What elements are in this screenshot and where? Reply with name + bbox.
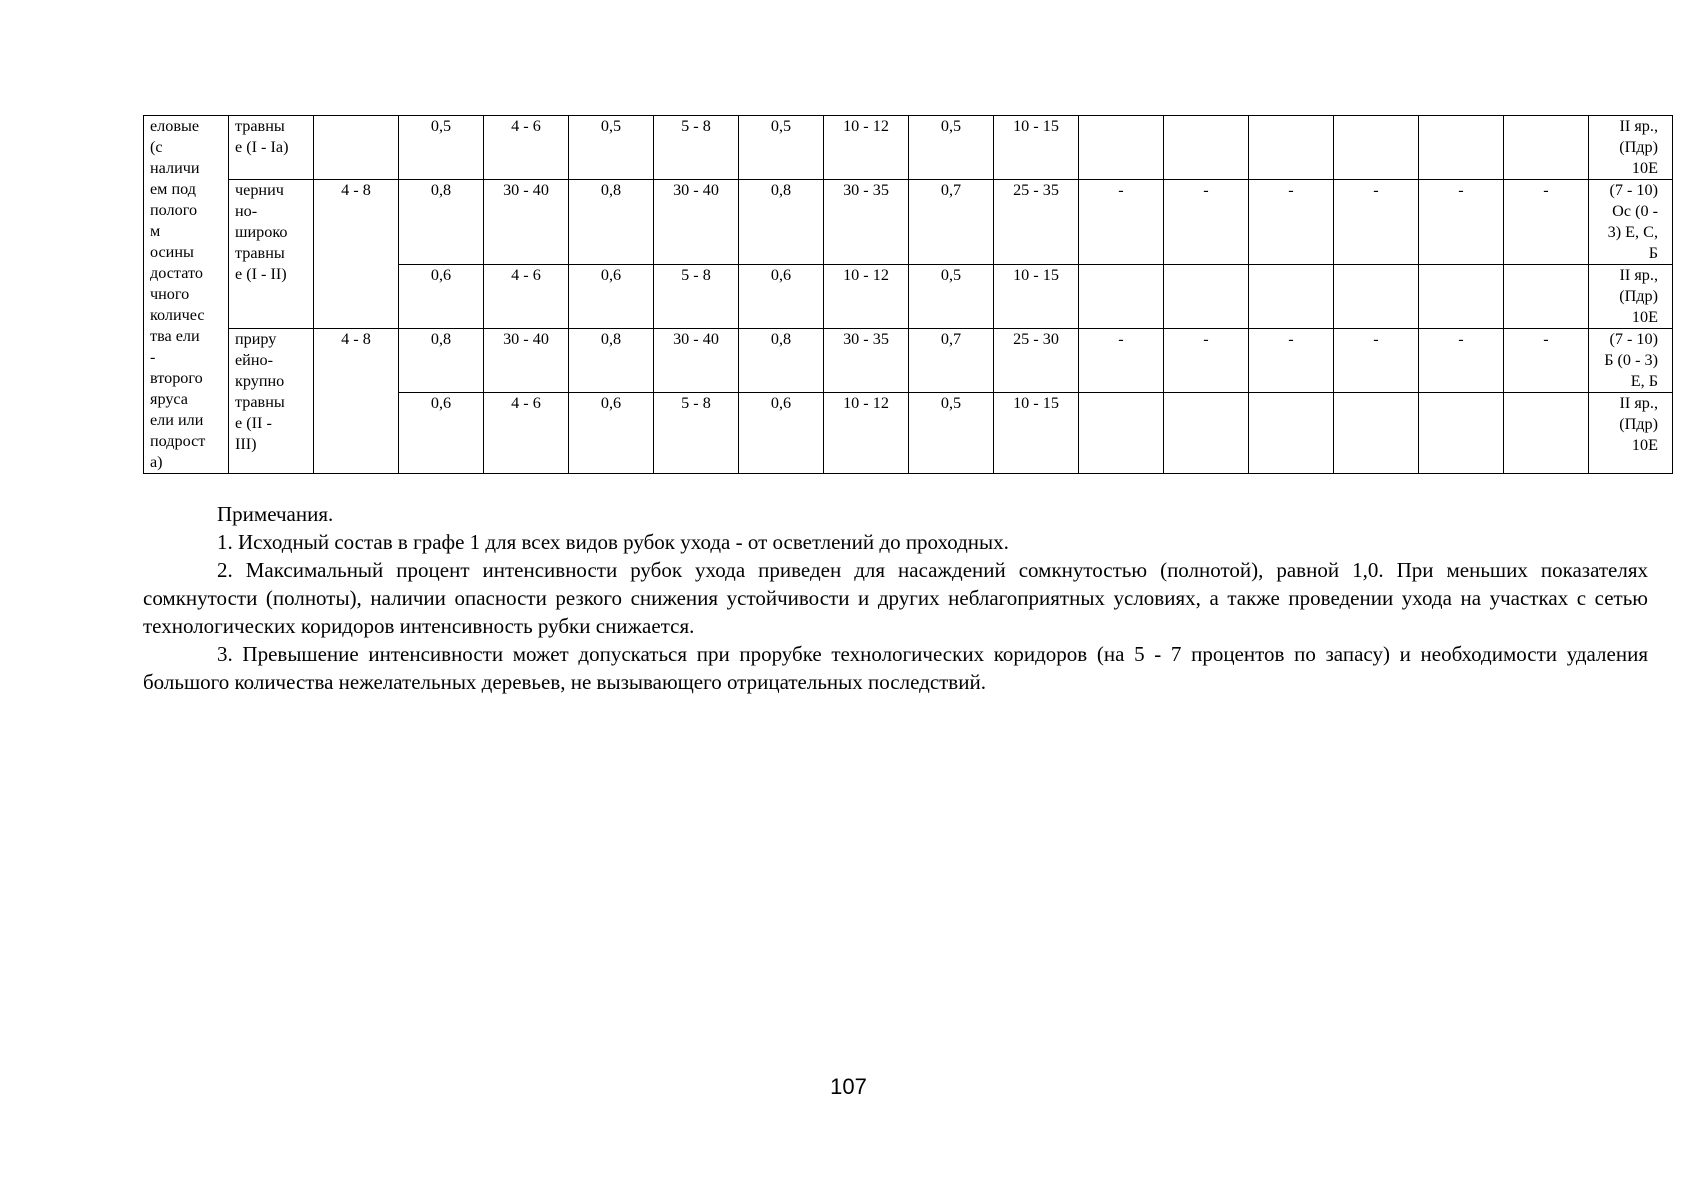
- cell-line: чернич: [235, 181, 284, 199]
- cell-line: III): [235, 435, 257, 453]
- table-row: [144, 329, 1673, 393]
- cell: 0,6: [399, 393, 484, 474]
- result-composition-cell: [1589, 265, 1673, 329]
- cell-line: чного: [150, 285, 190, 303]
- cell-line: ели или: [150, 411, 204, 429]
- notes-heading: Примечания.: [217, 502, 334, 526]
- cell-line: е (II -: [235, 414, 272, 432]
- cell: 30 - 40: [654, 180, 739, 265]
- cell-line: е (I - Ia): [235, 138, 289, 156]
- cell-line: е (I - II): [235, 265, 287, 283]
- cell: [1249, 116, 1334, 180]
- cell: -: [1164, 180, 1249, 265]
- cell-line: осины: [150, 243, 194, 261]
- cell-line: количес: [150, 306, 205, 324]
- result-composition-cell: [1589, 180, 1673, 265]
- cell: 30 - 35: [824, 329, 909, 393]
- cell: -: [1504, 329, 1589, 393]
- cell-line: яруса: [150, 390, 188, 408]
- cell: 30 - 40: [654, 329, 739, 393]
- cell: [1419, 265, 1504, 329]
- cell: -: [1334, 329, 1419, 393]
- cell-line: Б (0 - 3): [1604, 351, 1658, 369]
- cell: 0,7: [909, 329, 994, 393]
- cell: -: [1249, 329, 1334, 393]
- cell: 25 - 30: [994, 329, 1079, 393]
- cell: 0,8: [739, 180, 824, 265]
- cell: 0,7: [909, 180, 994, 265]
- forest-composition-cell: [144, 116, 229, 474]
- cell: 0,5: [909, 116, 994, 180]
- cell: 0,5: [909, 393, 994, 474]
- cell-line: еловые: [150, 117, 200, 135]
- cell-line: Б: [1648, 244, 1658, 262]
- cell: 30 - 35: [824, 180, 909, 265]
- cell-line: (7 - 10): [1609, 330, 1658, 348]
- cell: 10 - 15: [994, 116, 1079, 180]
- cell: 4 - 6: [484, 116, 569, 180]
- cell: 0,8: [739, 329, 824, 393]
- cell: 5 - 8: [654, 116, 739, 180]
- cell: 5 - 8: [654, 393, 739, 474]
- cell: [1504, 265, 1589, 329]
- cell: [1334, 116, 1419, 180]
- cell-line: II яр.,: [1619, 266, 1658, 284]
- cell: 0,8: [399, 180, 484, 265]
- cell: [1249, 393, 1334, 474]
- cell-line: (с: [150, 138, 163, 156]
- cell-line: Е, Б: [1630, 372, 1658, 390]
- cell: 10 - 15: [994, 265, 1079, 329]
- cell: 0,8: [569, 180, 654, 265]
- cell: -: [1334, 180, 1419, 265]
- result-composition-cell: [1589, 393, 1673, 474]
- cell-line: травны: [235, 244, 285, 262]
- cell: [1504, 116, 1589, 180]
- cell: 4 - 6: [484, 393, 569, 474]
- cell: 4 - 6: [484, 265, 569, 329]
- table-row: [144, 180, 1673, 265]
- cell-line: но-: [235, 202, 258, 220]
- cell: 0,6: [399, 265, 484, 329]
- note-item: 1. Исходный состав в графе 1 для всех видов рубок ухода - от осветлений до проходных.: [217, 530, 1009, 554]
- cell-line: м: [150, 222, 161, 240]
- result-composition-cell: [1589, 116, 1673, 180]
- cell: [1164, 393, 1249, 474]
- cell: -: [1164, 329, 1249, 393]
- cell-line: приру: [235, 330, 277, 348]
- cell: 10 - 12: [824, 265, 909, 329]
- cell-line: травны: [235, 393, 285, 411]
- cell-line: II яр.,: [1619, 117, 1658, 135]
- cell-line: 10Е: [1631, 308, 1658, 326]
- cell: 30 - 40: [484, 180, 569, 265]
- cell: [1164, 265, 1249, 329]
- cell: -: [1079, 329, 1164, 393]
- cell: -: [1419, 329, 1504, 393]
- cell: [1079, 393, 1164, 474]
- cell: [1419, 116, 1504, 180]
- cell: 4 - 8: [314, 180, 399, 329]
- cell-line: достато: [150, 264, 203, 282]
- forest-type-cell: [229, 329, 314, 474]
- forest-thinning-table: [143, 115, 1673, 474]
- cell: [314, 116, 399, 180]
- cell: [1419, 393, 1504, 474]
- cell-line: (Пдр): [1619, 138, 1658, 156]
- cell-line: -: [150, 348, 156, 366]
- cell-line: травны: [235, 117, 285, 135]
- cell: [1164, 116, 1249, 180]
- cell: 5 - 8: [654, 265, 739, 329]
- cell: 0,6: [739, 265, 824, 329]
- cell-line: (Пдр): [1619, 287, 1658, 305]
- cell-line: широко: [235, 223, 288, 241]
- cell-line: тва ели: [150, 327, 200, 345]
- cell: 4 - 8: [314, 329, 399, 474]
- cell: [1334, 393, 1419, 474]
- notes-section: [143, 500, 1648, 696]
- cell: 0,5: [569, 116, 654, 180]
- cell: 10 - 12: [824, 116, 909, 180]
- cell: 10 - 12: [824, 393, 909, 474]
- cell-line: (Пдр): [1619, 415, 1658, 433]
- cell: 25 - 35: [994, 180, 1079, 265]
- cell-line: полого: [150, 201, 198, 219]
- cell-line: 10Е: [1631, 436, 1658, 454]
- cell-line: наличи: [150, 159, 200, 177]
- cell: -: [1419, 180, 1504, 265]
- cell: 0,6: [739, 393, 824, 474]
- cell: [1334, 265, 1419, 329]
- cell-line: ейно-: [235, 351, 273, 369]
- cell-line: второго: [150, 369, 203, 387]
- cell: -: [1079, 180, 1164, 265]
- note-item: 2. Максимальный процент интенсивности рубок ухода приведен для насаждений сомкнутостью (полнотой), равной 1,0. При меньших показателях сомкнутости (полноты), наличии опасности резкого снижения устойчивости и других неблагоприятных условиях, а также проведении ухода на участках с сетью технологических коридоров интенсивность рубки снижается.: [143, 558, 1648, 638]
- cell-line: 10Е: [1631, 159, 1658, 177]
- cell: [1249, 265, 1334, 329]
- cell: -: [1249, 180, 1334, 265]
- cell: [1079, 265, 1164, 329]
- result-composition-cell: [1589, 329, 1673, 393]
- cell-line: подрост: [150, 432, 206, 450]
- cell: 30 - 40: [484, 329, 569, 393]
- note-item: 3. Превышение интенсивности может допускаться при прорубке технологических коридоров (на 5 - 7 процентов по запасу) и необходимости удаления большого количества нежелательных деревьев, не вызывающего отрицательных последствий.: [143, 642, 1648, 694]
- cell: 0,6: [569, 393, 654, 474]
- cell: 0,5: [399, 116, 484, 180]
- cell: [1079, 116, 1164, 180]
- cell-line: (7 - 10): [1609, 181, 1658, 199]
- cell: 0,8: [399, 329, 484, 393]
- page-number: 107: [830, 1074, 867, 1099]
- cell: [1504, 393, 1589, 474]
- cell-line: крупно: [235, 372, 285, 390]
- cell-line: ем под: [150, 180, 197, 198]
- cell: 0,6: [569, 265, 654, 329]
- cell-line: II яр.,: [1619, 394, 1658, 412]
- cell-line: Ос (0 -: [1612, 202, 1658, 220]
- cell: 0,5: [909, 265, 994, 329]
- cell: 0,8: [569, 329, 654, 393]
- cell: 0,5: [739, 116, 824, 180]
- cell-line: 3) Е, С,: [1607, 223, 1658, 241]
- table-row: [144, 116, 1673, 180]
- cell: 10 - 15: [994, 393, 1079, 474]
- cell-line: а): [150, 453, 163, 471]
- cell: -: [1504, 180, 1589, 265]
- forest-type-cell: [229, 116, 314, 180]
- forest-type-cell: [229, 180, 314, 329]
